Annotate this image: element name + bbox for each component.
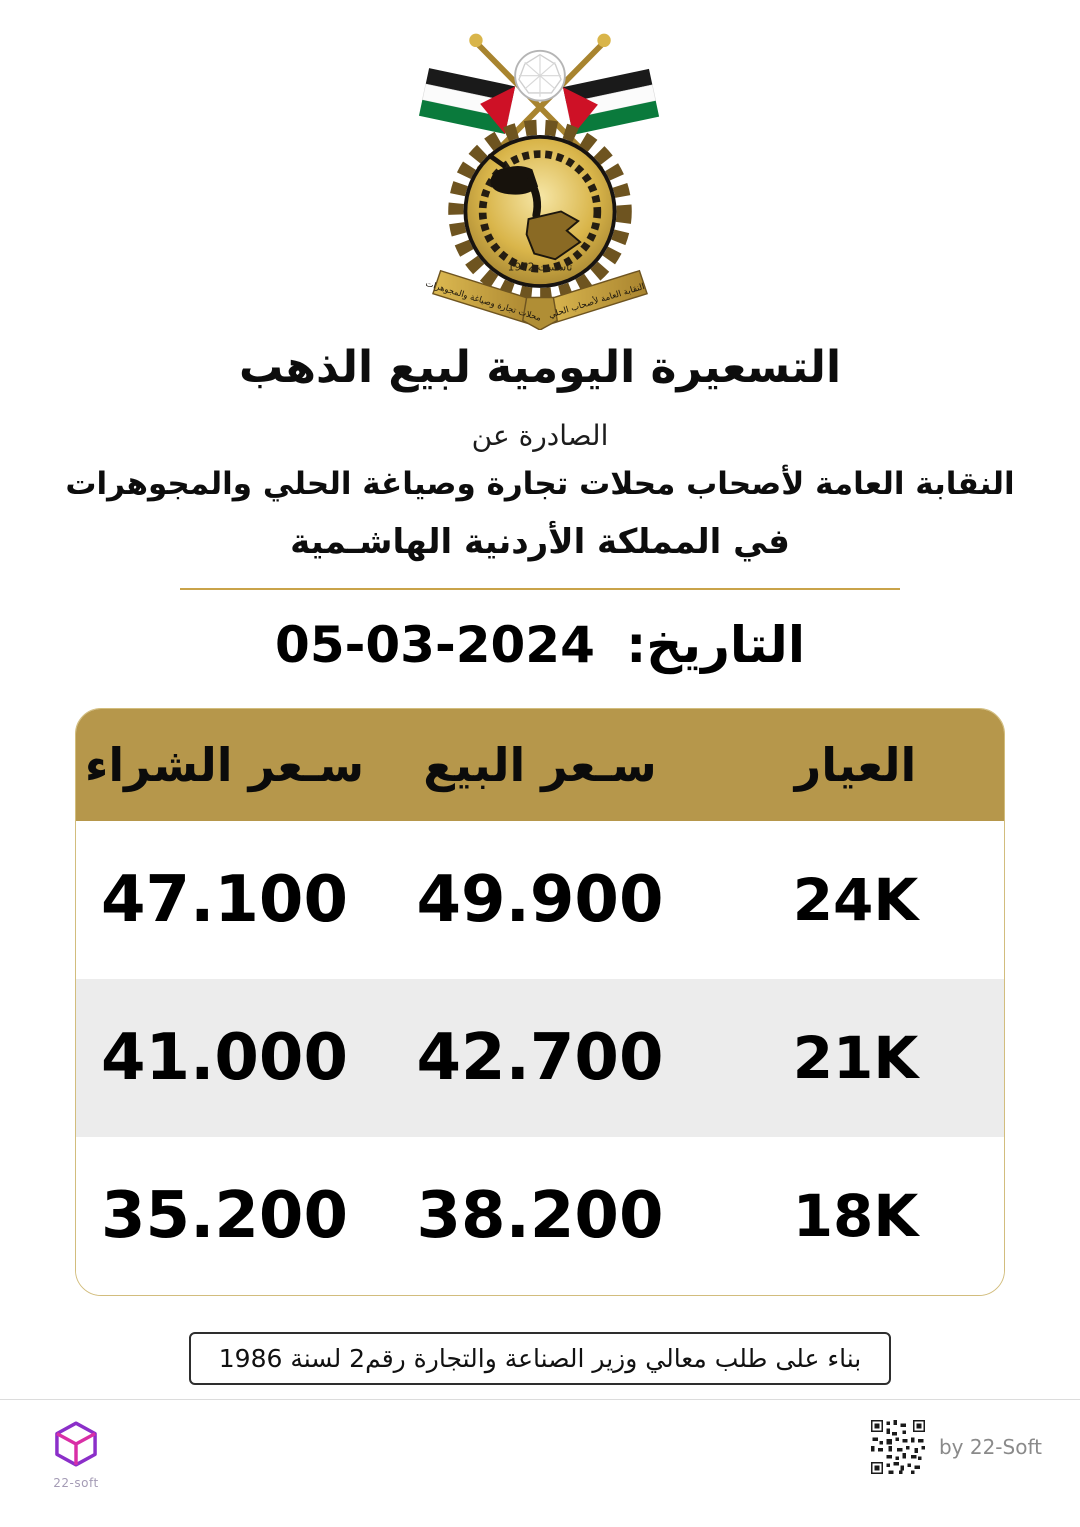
table-row-21k xyxy=(76,979,1004,1137)
ministerial-note: بناء على طلب معالي وزير الصناعة والتجارة رقم2 لسنة 1986 xyxy=(189,1332,891,1385)
brand-block xyxy=(50,1418,102,1490)
heading-block xyxy=(0,342,1080,674)
buy-price-value: 35.200 xyxy=(101,1179,348,1253)
karat-value: 24K xyxy=(792,866,919,934)
jordan-flag-right-icon xyxy=(563,69,659,135)
ribbon-right-text: النقابة العامة لأصحاب الحلي xyxy=(547,281,646,321)
page-title: التسعيرة اليومية لبيع الذهب xyxy=(238,342,842,393)
table-row-24k xyxy=(76,821,1004,979)
brand-label: 22-soft xyxy=(53,1476,99,1490)
table-row-18k xyxy=(76,1137,1004,1295)
header-karat: العيار xyxy=(794,738,917,792)
buy-price-value: 41.000 xyxy=(101,1021,348,1095)
sell-price-value: 38.200 xyxy=(416,1179,664,1253)
ribbon-left-text: محلات تجارة وصياغة والمجوهرات xyxy=(424,278,543,324)
syndicate-emblem-icon xyxy=(415,26,665,330)
brand-cube-icon xyxy=(50,1418,102,1470)
buy-price-value: 47.100 xyxy=(101,863,348,937)
logo-container xyxy=(0,0,1080,330)
gold-separator xyxy=(180,588,900,590)
founded-text: تأسست 1972 xyxy=(507,261,573,274)
date-label: التاريخ: xyxy=(626,616,805,674)
credit-text: by 22-Soft xyxy=(938,1435,1042,1459)
table-header-row xyxy=(76,709,1004,821)
footer-bar xyxy=(0,1399,1080,1527)
gold-price-table xyxy=(75,708,1005,1296)
jordan-flag-left-icon xyxy=(419,68,515,134)
karat-value: 21K xyxy=(792,1024,919,1092)
karat-value: 18K xyxy=(792,1182,919,1250)
credit-block xyxy=(869,1418,1042,1476)
issued-by-line: الصادرة عن xyxy=(471,419,609,452)
syndicate-line: النقابة العامة لأصحاب محلات تجارة وصياغة الحلي والمجوهرات xyxy=(65,466,1015,502)
qr-code-icon xyxy=(869,1418,927,1476)
sell-price-value: 49.900 xyxy=(416,863,664,937)
sell-price-value: 42.700 xyxy=(416,1021,664,1095)
diamond-icon xyxy=(515,51,565,101)
date-value: 05-03-2024 xyxy=(275,616,595,674)
kingdom-line: في المملكة الأردنية الهاشـمية xyxy=(290,522,790,562)
note-container xyxy=(0,1332,1080,1385)
date-line xyxy=(0,616,1080,674)
header-sell-price: سـعر البيع xyxy=(423,738,657,792)
header-buy-price: سـعر الشراء xyxy=(84,738,365,792)
